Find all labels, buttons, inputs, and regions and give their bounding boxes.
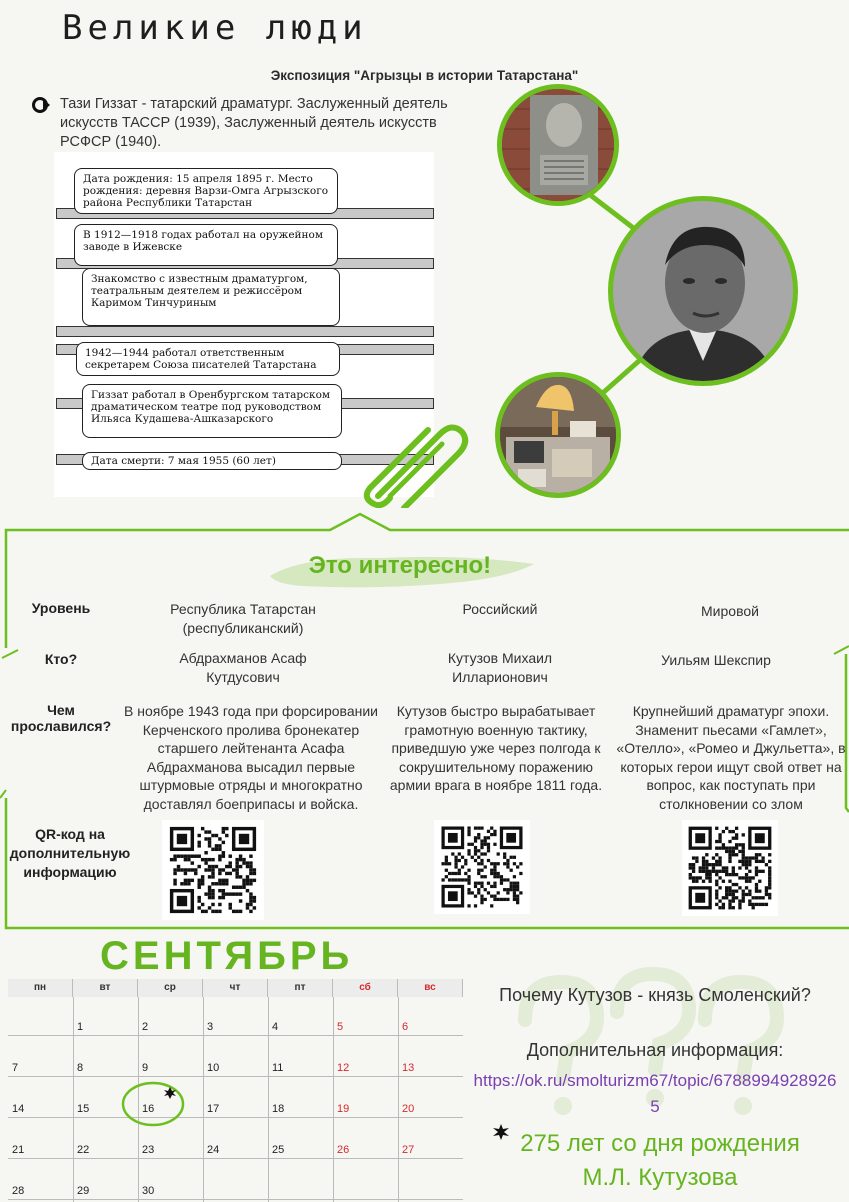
calendar-day[interactable]: 14 bbox=[12, 1103, 25, 1115]
calendar-divider bbox=[398, 997, 399, 1202]
timeline-item: Гиззат работал в Оренбургском татарском драматическом театре под руководством Ильяса Кудашева-Ашказарского bbox=[82, 384, 342, 438]
section-title: Это интересно! bbox=[308, 552, 492, 579]
weekday-header: пт bbox=[268, 979, 333, 997]
calendar-day[interactable]: 18 bbox=[272, 1103, 285, 1115]
weekday-header: вт bbox=[73, 979, 138, 997]
timeline-item: Знакомство с известным драматургом, театральным деятелем и режиссёром Каримом Тинчуриным bbox=[82, 268, 340, 326]
level-world: Мировой bbox=[701, 603, 759, 619]
calendar-day[interactable]: 15 bbox=[77, 1103, 90, 1115]
calendar-day[interactable]: 27 bbox=[402, 1144, 415, 1156]
calendar-day[interactable]: 11 bbox=[272, 1062, 284, 1074]
qr-code-icon bbox=[434, 820, 530, 914]
calendar-day[interactable]: 3 bbox=[207, 1021, 214, 1033]
calendar-day[interactable]: 28 bbox=[12, 1185, 25, 1197]
calendar-day[interactable]: 1 bbox=[77, 1021, 84, 1033]
calendar-day[interactable]: 17 bbox=[207, 1103, 220, 1115]
timeline-item: Дата смерти: 7 мая 1955 (60 лет) bbox=[82, 452, 342, 470]
portrait-photo bbox=[608, 196, 798, 386]
info-link[interactable]: https://ok.ru/smolturizm67/topic/67889949289265 bbox=[473, 1071, 837, 1116]
label-qr: QR-код на дополнительную информацию bbox=[9, 826, 131, 880]
month-title: СЕНТЯБРЬ bbox=[100, 934, 354, 978]
calendar-divider bbox=[333, 997, 334, 1202]
calendar-day[interactable]: 4 bbox=[272, 1021, 279, 1033]
qr-code-abdrakhmanov[interactable] bbox=[162, 820, 264, 920]
who-kutuzov: Кутузов Михаил Илларионович bbox=[447, 650, 553, 685]
calendar-day[interactable]: 9 bbox=[142, 1062, 149, 1074]
calendar-day[interactable]: 25 bbox=[272, 1144, 285, 1156]
exposition-heading: Экспозиция "Агрызцы в истории Татарстана" bbox=[270, 68, 579, 83]
museum-exhibit-photo bbox=[495, 372, 621, 498]
calendar-day[interactable]: 10 bbox=[207, 1062, 220, 1074]
anniversary-line2: М.Л. Кутузова bbox=[582, 1164, 738, 1191]
label-who: Кто? bbox=[44, 651, 78, 667]
calendar-day[interactable]: 13 bbox=[402, 1062, 415, 1074]
famous-abdrakhmanov: В ноябре 1943 года при форсировании Керченского пролива бронекатер старшего лейтенанта Асафа Абдрахманова высадил первые штурмовые отряды и многократно доставлял боеприпасы и войска. bbox=[124, 703, 378, 812]
calendar-day[interactable]: 22 bbox=[77, 1144, 90, 1156]
calendar-day[interactable]: 23 bbox=[142, 1144, 155, 1156]
qr-code-kutuzov[interactable] bbox=[434, 820, 530, 914]
more-info-label: Дополнительная информация: bbox=[526, 1040, 784, 1060]
calendar-divider bbox=[73, 997, 74, 1202]
page-title: Великие люди bbox=[62, 8, 368, 48]
qr-code-shakespeare[interactable] bbox=[682, 820, 778, 916]
calendar-day[interactable]: 6 bbox=[402, 1021, 409, 1033]
paperclip-icon bbox=[360, 418, 470, 508]
timeline-item: Дата рождения: 15 апреля 1895 г. Место рождения: деревня Варзи-Омга Агрызского района Республики Татарстан bbox=[74, 168, 338, 214]
memorial-plaque-photo bbox=[497, 84, 619, 206]
calendar-day[interactable]: 19 bbox=[337, 1103, 350, 1115]
label-famous: Чем прославился? bbox=[10, 702, 112, 734]
weekday-header: чт bbox=[203, 979, 268, 997]
calendar-day[interactable]: 20 bbox=[402, 1103, 415, 1115]
calendar-divider bbox=[8, 1076, 463, 1077]
calendar-day[interactable]: 7 bbox=[12, 1062, 19, 1074]
timeline-item: В 1912—1918 годах работал на оружейном заводе в Ижевске bbox=[74, 224, 338, 266]
level-russian: Российский bbox=[462, 601, 538, 617]
calendar-divider bbox=[8, 1117, 463, 1118]
qr-code-icon bbox=[682, 820, 778, 916]
qr-code-icon bbox=[162, 820, 264, 920]
calendar-divider bbox=[268, 997, 269, 1202]
calendar-day[interactable]: 16 bbox=[142, 1103, 155, 1115]
intro-text: Тази Гиззат - татарский драматург. Заслуженный деятель искусств ТАССР (1939), Заслуженный деятель искусств РСФСР (1940). bbox=[60, 96, 448, 150]
timeline-bar bbox=[56, 326, 434, 337]
who-shakespeare: Уильям Шекспир bbox=[661, 652, 771, 668]
weekday-header: пн bbox=[8, 979, 73, 997]
calendar-day[interactable]: 2 bbox=[142, 1021, 149, 1033]
calendar-day[interactable]: 24 bbox=[207, 1144, 220, 1156]
highlight-circle-icon bbox=[118, 1079, 188, 1129]
weekday-header: ср bbox=[138, 979, 203, 997]
calendar-divider bbox=[8, 1158, 463, 1159]
calendar-divider bbox=[203, 997, 204, 1202]
calendar-grid bbox=[8, 979, 462, 1200]
calendar-day[interactable]: 12 bbox=[337, 1062, 350, 1074]
arrow-bullet-icon bbox=[32, 96, 50, 114]
weekday-header: сб bbox=[333, 979, 398, 997]
famous-shakespeare: Крупнейший драматург эпохи. Знаменит пьесами «Гамлет», «Отелло», «Ромео и Джульетта», в которых герои ищут свой ответ на вопрос, как поступать при столкновении со злом bbox=[616, 703, 846, 812]
calendar-day[interactable]: 29 bbox=[77, 1185, 90, 1197]
timeline-item: 1942—1944 работал ответственным секретарем Союза писателей Татарстана bbox=[76, 342, 340, 376]
weekday-header: вс bbox=[398, 979, 463, 997]
anniversary-line1: 275 лет со дня рождения bbox=[520, 1130, 800, 1157]
who-abdrakhmanov: Абдрахманов Асаф Кутдусович bbox=[179, 650, 307, 685]
level-regional: Республика Татарстан (республиканский) bbox=[170, 601, 316, 636]
calendar-day[interactable]: 5 bbox=[337, 1021, 344, 1033]
calendar-day[interactable]: 8 bbox=[77, 1062, 84, 1074]
calendar-day[interactable]: 21 bbox=[12, 1144, 25, 1156]
kutuzov-question: Почему Кутузов - князь Смоленский? bbox=[499, 985, 811, 1005]
famous-kutuzov: Кутузов быстро вырабатывает грамотную военную тактику, приведшую уже через полгода к сокрушительному поражению армии врага в ноябре 1811 года. bbox=[389, 703, 603, 793]
calendar-day[interactable]: 30 bbox=[142, 1185, 155, 1197]
calendar-divider bbox=[8, 1035, 463, 1036]
label-level: Уровень bbox=[31, 600, 91, 616]
calendar-day[interactable]: 26 bbox=[337, 1144, 350, 1156]
